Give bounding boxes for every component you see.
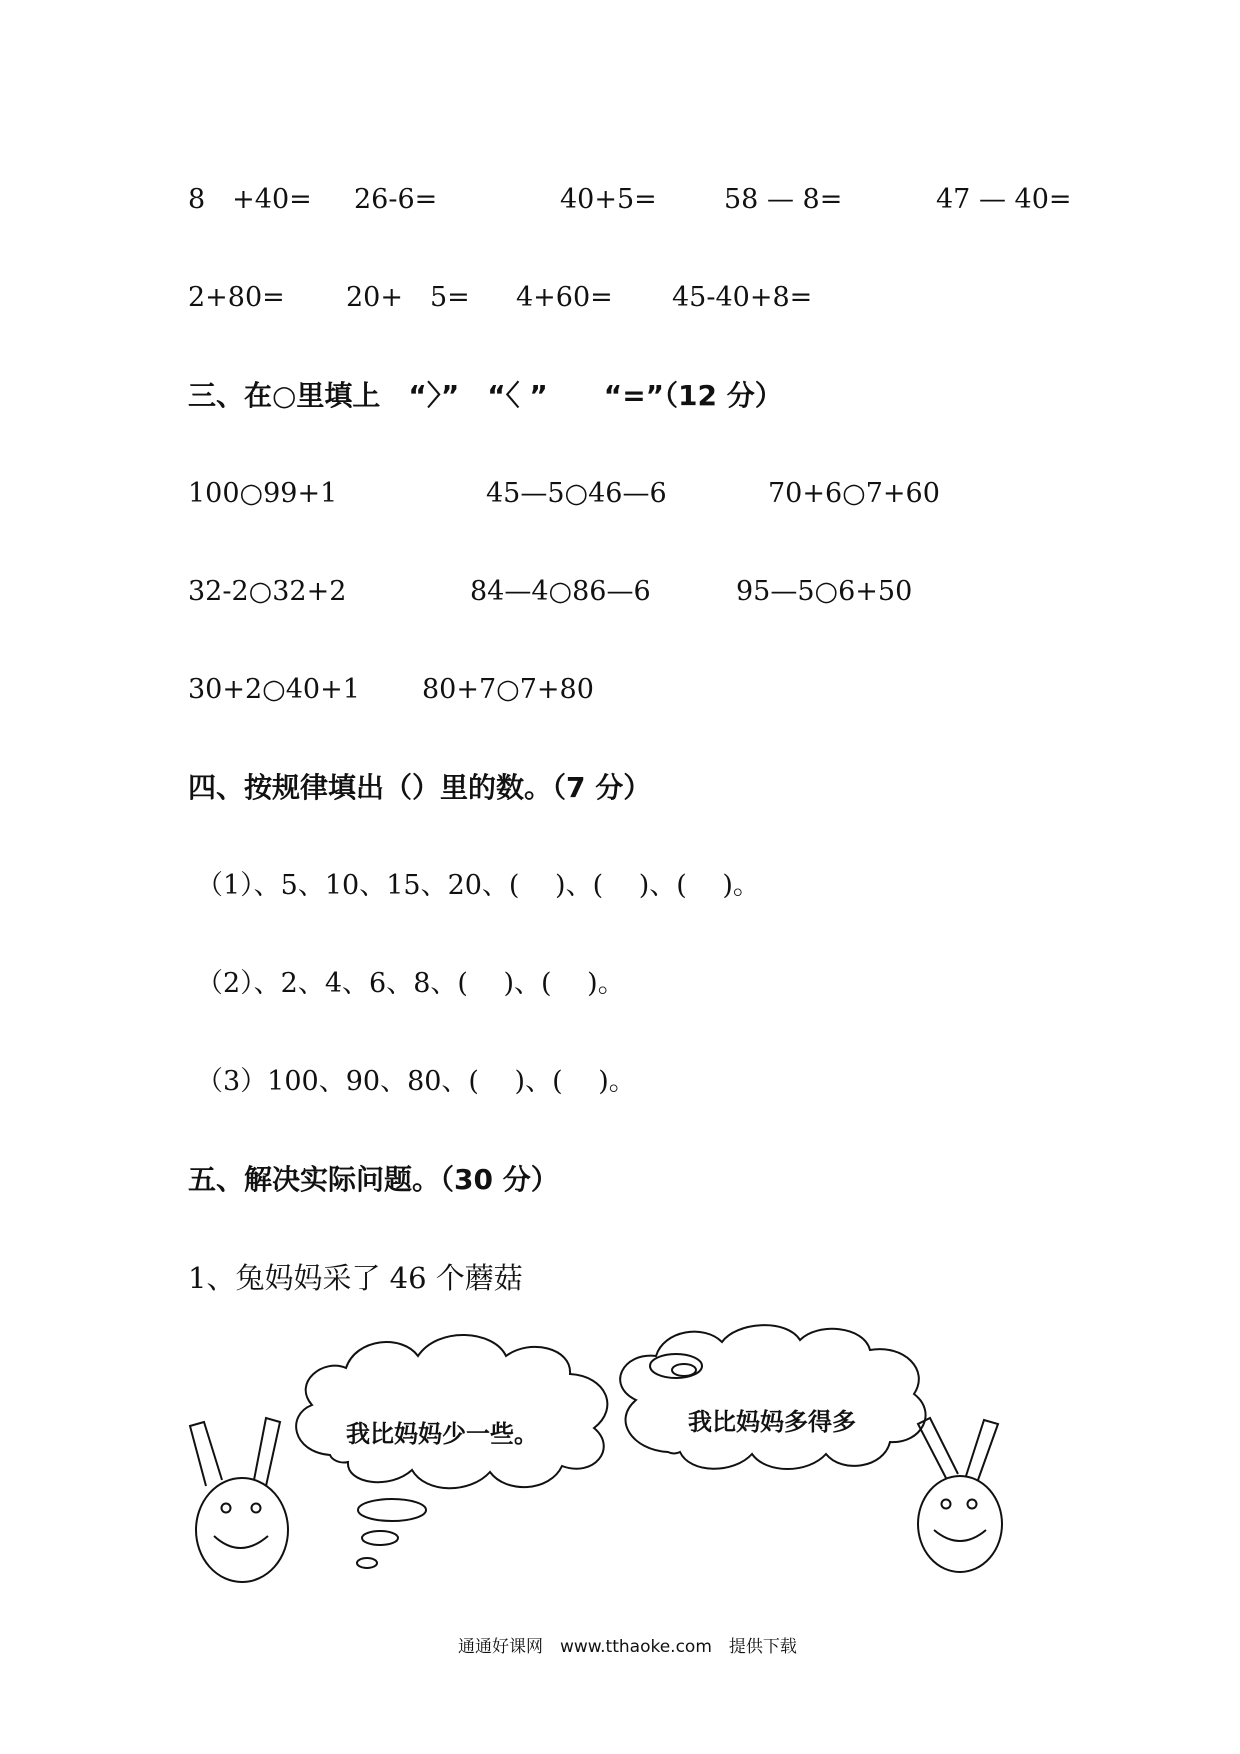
calc-row2-item2: 20+ 5= <box>346 282 470 313</box>
left-thought-cloud <box>296 1335 607 1488</box>
left-bubble-text: 我比妈妈少一些。 <box>346 1420 538 1448</box>
right-bunny-head <box>918 1476 1002 1572</box>
problem-1-text: 1、兔妈妈采了 46 个蘑菇 <box>188 1261 523 1295</box>
pattern-item-1: （1）、5、10、15、20、( )、( )、( )。 <box>196 870 760 901</box>
calc-row1-item5: 47 — 40= <box>936 184 1072 215</box>
compare-r3-c1: 30+2○40+1 <box>188 674 360 705</box>
page-footer: 通通好课网 www.tthaoke.com 提供下载 <box>458 1637 797 1657</box>
thought-dot-large <box>358 1499 426 1521</box>
compare-r2-c3: 95—5○6+50 <box>736 576 913 607</box>
right-bunny-ear-right <box>966 1420 998 1480</box>
compare-r1-c2: 45—5○46—6 <box>486 478 667 509</box>
calc-row2-item4: 45-40+8= <box>672 282 813 313</box>
pattern-item-2: （2）、2、4、6、8、( )、( )。 <box>196 968 625 999</box>
left-bunny-ear-left <box>190 1422 222 1486</box>
cloud-swirl-inner <box>672 1364 696 1376</box>
calc-row1-item2: 26-6= <box>354 184 438 215</box>
right-bunny-smile <box>934 1530 986 1541</box>
left-bunny-eye-left <box>222 1504 231 1513</box>
section3-title: 三、在○里填上 “〉” “〈 ” “=”（12 分） <box>188 379 783 412</box>
section5-title: 五、解决实际问题。（30 分） <box>188 1163 559 1196</box>
right-bunny-eye-right <box>968 1500 977 1509</box>
calc-row2-item3: 4+60= <box>516 282 613 313</box>
right-bunny-ear-left <box>918 1418 958 1478</box>
compare-r2-c1: 32-2○32+2 <box>188 576 347 607</box>
calc-row1-item3: 40+5= <box>560 184 657 215</box>
calc-row2-item1: 2+80= <box>188 282 285 313</box>
left-bunny-eye-right <box>252 1504 261 1513</box>
thought-dot-medium <box>362 1531 398 1545</box>
calc-row1-item1: 8 +40= <box>188 184 312 215</box>
compare-r2-c2: 84—4○86—6 <box>470 576 651 607</box>
right-cloud <box>620 1325 925 1469</box>
pattern-item-3: （3）100、90、80、( )、( )。 <box>196 1066 636 1097</box>
compare-r1-c3: 70+6○7+60 <box>768 478 940 509</box>
left-bunny-head <box>196 1478 288 1582</box>
right-bubble-text: 我比妈妈多得多 <box>688 1408 856 1436</box>
right-bunny-eye-left <box>942 1500 951 1509</box>
compare-r1-c1: 100○99+1 <box>188 478 338 509</box>
left-bunny-ear-right <box>254 1418 280 1486</box>
thought-dot-small <box>357 1558 377 1568</box>
left-bunny-smile <box>214 1536 268 1548</box>
calc-row1-item4: 58 — 8= <box>724 184 843 215</box>
section4-title: 四、按规律填出（）里的数。（7 分） <box>188 771 652 804</box>
compare-r3-c2: 80+7○7+80 <box>422 674 594 705</box>
